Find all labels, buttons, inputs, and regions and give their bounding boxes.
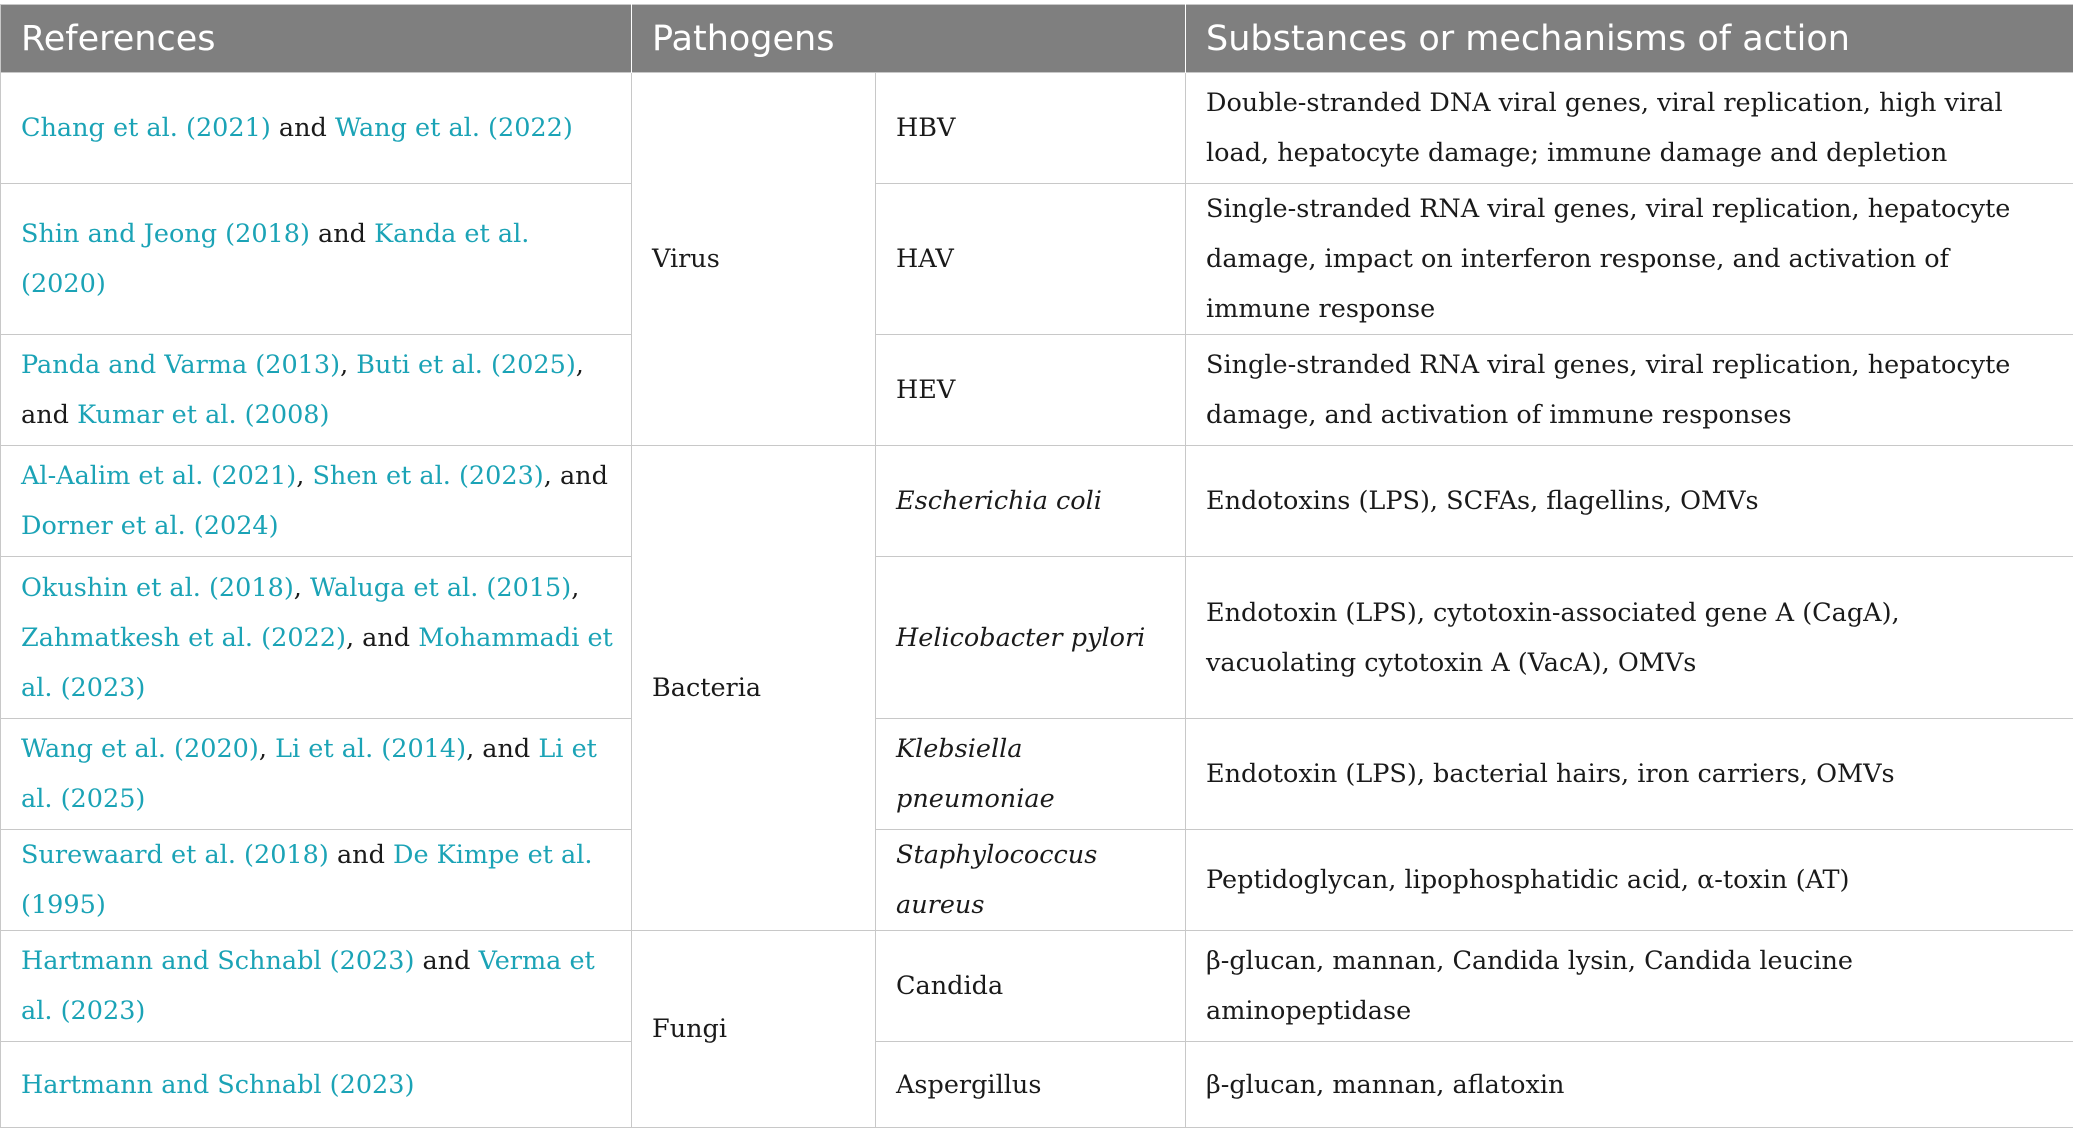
mechanism-cell: β-glucan, mannan, aflatoxin <box>1186 1042 2073 1128</box>
references-cell <box>1 719 632 830</box>
reference-link[interactable]: Hartmann and Schnabl (2023) <box>21 946 414 976</box>
reference-link[interactable]: Li et al. (2014) <box>275 734 466 764</box>
mechanism-cell: Endotoxins (LPS), SCFAs, flagellins, OMVs <box>1186 446 2073 557</box>
reference-link[interactable]: Buti et al. (2025) <box>356 350 575 380</box>
reference-separator: and <box>310 219 374 249</box>
reference-link[interactable]: Surewaard et al. (2018) <box>21 840 329 870</box>
table-row <box>1 557 2073 719</box>
reference-link[interactable]: Panda and Varma (2013) <box>21 350 340 380</box>
reference-separator: and <box>329 840 393 870</box>
references-cell <box>1 73 632 184</box>
reference-link[interactable]: Chang et al. (2021) <box>21 113 271 143</box>
references-cell <box>1 830 632 931</box>
references-cell <box>1 931 632 1042</box>
table-row <box>1 1042 2073 1128</box>
reference-link[interactable]: Wang et al. (2020) <box>21 734 259 764</box>
references-cell <box>1 1042 632 1128</box>
mechanism-cell: Endotoxin (LPS), bacterial hairs, iron carriers, OMVs <box>1186 719 2073 830</box>
reference-separator: and <box>414 946 478 976</box>
table-row <box>1 719 2073 830</box>
table-row <box>1 931 2073 1042</box>
reference-link[interactable]: Hartmann and Schnabl (2023) <box>21 1070 414 1100</box>
pathogen-cell: HBV <box>876 73 1186 184</box>
group-cell-bacteria: Bacteria <box>632 446 876 931</box>
reference-separator: and <box>271 113 335 143</box>
mechanism-cell: β-glucan, mannan, Candida lysin, Candida leucine aminopeptidase <box>1186 931 2073 1042</box>
pathogen-cell: HEV <box>876 335 1186 446</box>
pathogen-cell: Helicobacter pylori <box>876 557 1186 719</box>
reference-link[interactable]: De Kimpe et al. (1995) <box>21 840 592 920</box>
reference-link[interactable]: Li et al. (2025) <box>21 734 597 814</box>
reference-link[interactable]: Waluga et al. (2015) <box>310 573 571 603</box>
references-cell <box>1 184 632 335</box>
reference-separator: , and <box>346 623 418 653</box>
mechanism-cell: Endotoxin (LPS), cytotoxin-associated gene A (CagA), vacuolating cytotoxin A (VacA), OMVs <box>1186 557 2073 719</box>
mechanism-cell: Double-stranded DNA viral genes, viral replication, high viral load, hepatocyte damage; immune damage and depletion <box>1186 73 2073 184</box>
header-row <box>1 5 2073 73</box>
references-cell <box>1 335 632 446</box>
header-pathogens: Pathogens <box>632 5 1186 73</box>
table-row <box>1 446 2073 557</box>
table-row <box>1 335 2073 446</box>
reference-separator: , <box>294 573 310 603</box>
table-row <box>1 830 2073 931</box>
pathogen-cell: Candida <box>876 931 1186 1042</box>
mechanism-cell: Peptidoglycan, lipophosphatidic acid, α-toxin (AT) <box>1186 830 2073 931</box>
reference-link[interactable]: Mohammadi et al. (2023) <box>21 623 613 703</box>
reference-separator: , and <box>466 734 538 764</box>
group-cell-virus: Virus <box>632 73 876 446</box>
reference-link[interactable]: Zahmatkesh et al. (2022) <box>21 623 346 653</box>
reference-link[interactable]: Al-Aalim et al. (2021) <box>21 461 296 491</box>
mechanism-cell: Single-stranded RNA viral genes, viral replication, hepatocyte damage, impact on interferon response, and activation of immune response <box>1186 184 2073 335</box>
pathogen-cell: Escherichia coli <box>876 446 1186 557</box>
mechanism-cell: Single-stranded RNA viral genes, viral replication, hepatocyte damage, and activation of immune responses <box>1186 335 2073 446</box>
pathogen-table <box>0 4 2073 1128</box>
reference-link[interactable]: Verma et al. (2023) <box>21 946 595 1026</box>
reference-link[interactable]: Okushin et al. (2018) <box>21 573 294 603</box>
header-references: References <box>1 5 632 73</box>
reference-link[interactable]: Dorner et al. (2024) <box>21 511 279 541</box>
reference-link[interactable]: Wang et al. (2022) <box>335 113 573 143</box>
references-cell <box>1 557 632 719</box>
reference-link[interactable]: Kanda et al. (2020) <box>21 219 529 299</box>
group-cell-fungi: Fungi <box>632 931 876 1128</box>
pathogen-cell: Staphylococcus aureus <box>876 830 1186 931</box>
pathogen-cell: Aspergillus <box>876 1042 1186 1128</box>
reference-separator: , <box>340 350 356 380</box>
pathogen-cell: Klebsiella pneumoniae <box>876 719 1186 830</box>
reference-separator: , and <box>544 461 608 491</box>
reference-link[interactable]: Shen et al. (2023) <box>312 461 543 491</box>
reference-link[interactable]: Kumar et al. (2008) <box>77 400 329 430</box>
reference-link[interactable]: Shin and Jeong (2018) <box>21 219 310 249</box>
reference-separator: , <box>296 461 312 491</box>
reference-separator: , and <box>21 350 584 430</box>
reference-separator: , <box>259 734 275 764</box>
header-mechanisms: Substances or mechanisms of action <box>1186 5 2073 73</box>
table-row <box>1 73 2073 184</box>
reference-separator: , <box>571 573 579 603</box>
pathogen-cell: HAV <box>876 184 1186 335</box>
references-cell <box>1 446 632 557</box>
table-row <box>1 184 2073 335</box>
